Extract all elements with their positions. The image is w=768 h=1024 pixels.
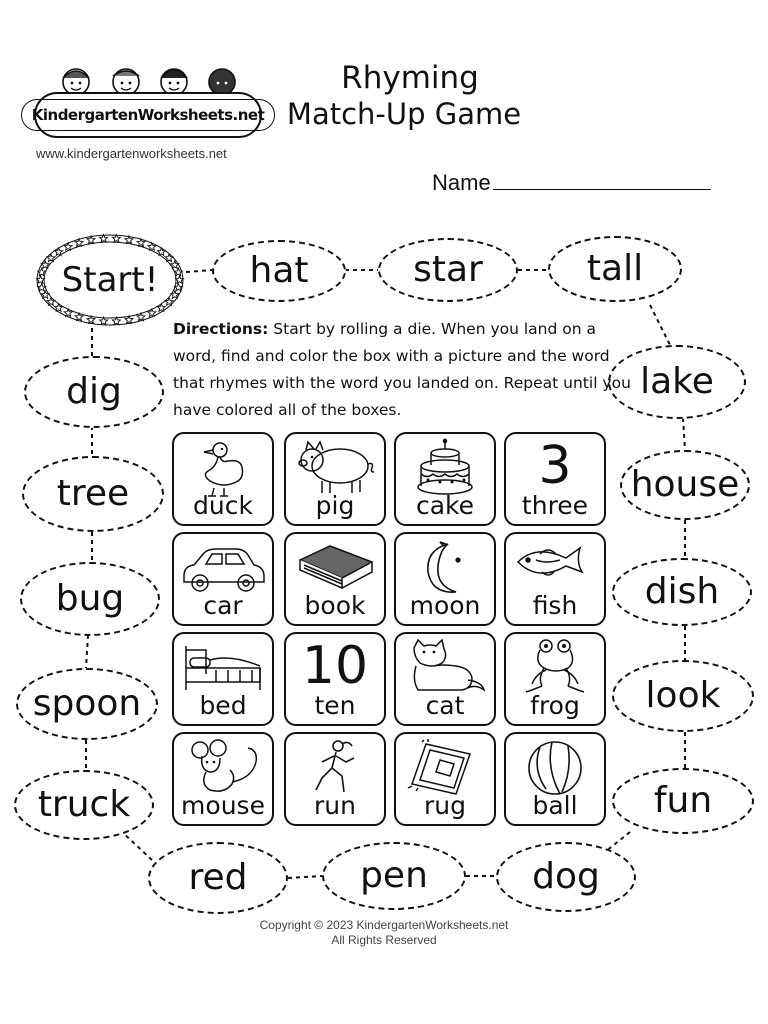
card-pig[interactable] [284,432,386,526]
space-tree[interactable]: tree [22,456,164,532]
frog-icon [512,638,598,698]
book-icon [292,538,378,598]
directions-text [173,316,633,424]
card-duck[interactable] [172,432,274,526]
space-truck[interactable]: truck [14,770,154,840]
duck-icon [180,438,266,498]
card-moon[interactable] [394,532,496,626]
card-fish[interactable] [504,532,606,626]
name-label: Name [432,170,491,195]
bed-icon [180,638,266,698]
card-word: ten [314,691,356,720]
pig-icon [292,438,378,498]
card-mouse[interactable] [172,732,274,826]
card-three[interactable] [504,432,606,526]
space-star[interactable]: star [378,238,518,302]
start-space[interactable] [34,232,186,328]
card-word: fish [532,591,578,620]
space-red[interactable]: red [148,842,288,914]
card-bed[interactable] [172,632,274,726]
card-word: pig [315,491,355,520]
number-three: 3 [538,436,572,496]
card-word: rug [424,791,466,820]
picture-grid [172,432,608,828]
directions-body: Start by rolling a die. When you land on a word, find and color the box with a picture and the word that rhymes with the word you landed on. Repeat until you have colored all of the boxes. [173,320,631,419]
rug-icon [402,738,488,798]
car-icon [180,538,266,598]
card-word: duck [193,491,253,520]
card-ball[interactable] [504,732,606,826]
cake-icon [402,438,488,498]
space-dog[interactable]: dog [496,842,636,912]
card-word: book [304,591,366,620]
card-run[interactable] [284,732,386,826]
card-word: frog [530,691,580,720]
card-word: run [314,791,356,820]
space-house[interactable]: house [620,450,750,520]
card-word: car [203,591,243,620]
card-rug[interactable] [394,732,496,826]
runner-icon [292,738,378,798]
card-word: mouse [181,791,265,820]
number-ten: 10 [301,636,369,696]
name-field[interactable] [432,170,711,196]
footer [0,918,768,948]
space-dish[interactable]: dish [612,558,752,626]
logo-text: KindergartenWorksheets.net [21,99,276,131]
directions-label: Directions: [173,320,269,338]
card-frog[interactable] [504,632,606,726]
site-url: www.kindergartenworksheets.net [36,146,227,161]
space-fun[interactable]: fun [612,768,754,834]
mouse-icon [180,738,266,798]
logo-badge [31,92,265,138]
fish-icon [512,538,598,598]
card-word: three [521,491,589,520]
cat-icon [402,638,488,698]
kids-faces-icon [48,62,248,96]
space-dig[interactable]: dig [24,356,164,428]
site-logo [31,62,265,142]
space-hat[interactable]: hat [212,240,346,302]
card-car[interactable] [172,532,274,626]
card-word: bed [199,691,247,720]
space-tall[interactable]: tall [548,236,682,302]
card-word: moon [409,591,481,620]
title-line-2: Match-Up Game [286,97,522,131]
moon-icon [402,538,488,598]
space-look[interactable]: look [612,660,754,732]
card-cake[interactable] [394,432,496,526]
card-ten[interactable] [284,632,386,726]
rights-text: All Rights Reserved [331,933,437,947]
space-bug[interactable]: bug [20,562,160,636]
start-label: Start! [61,260,159,300]
space-spoon[interactable]: spoon [16,668,158,740]
card-word: cake [415,491,475,520]
name-underline[interactable] [493,170,711,190]
card-book[interactable] [284,532,386,626]
card-word: cat [425,691,465,720]
ball-icon [512,738,598,798]
copyright-text: Copyright © 2023 KindergartenWorksheets.net [259,918,509,932]
space-pen[interactable]: pen [322,842,466,910]
card-cat[interactable] [394,632,496,726]
space-lake[interactable]: lake [608,345,746,419]
title-line-1: Rhyming [341,60,479,96]
page-title [286,60,530,132]
card-word: ball [532,791,578,820]
